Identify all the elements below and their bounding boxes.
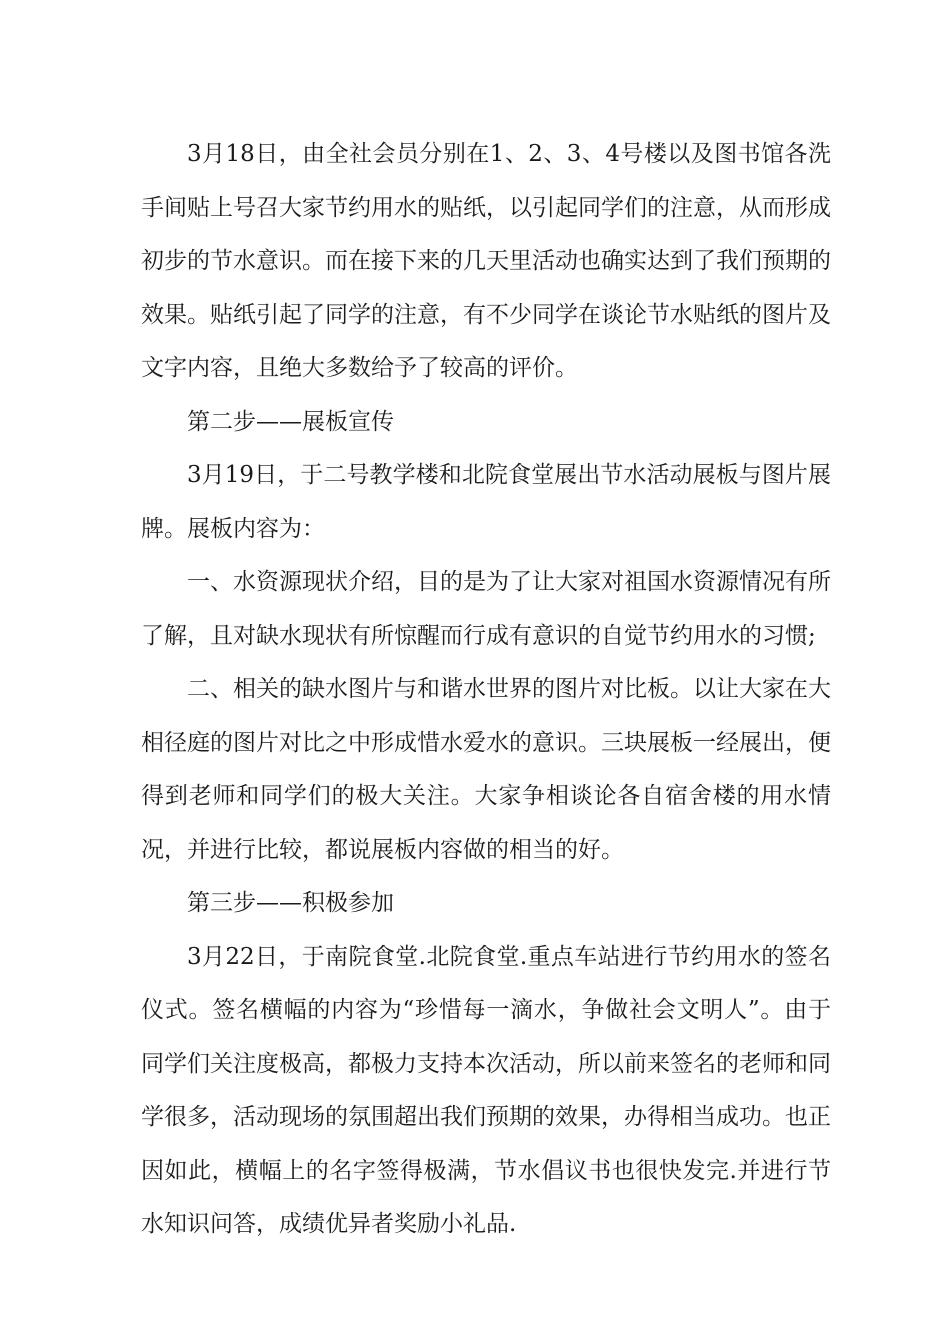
heading-step-two: 第二步——展板宣传 (187, 408, 394, 435)
paragraph-board-item-one: 一、水资源现状介绍，目的是为了让大家对祖国水资源情况有所了解，且对缺水现状有所惊醒而行成有意识的自觉节约用水的习惯; (141, 569, 831, 649)
heading-step-three: 第三步——积极参加 (187, 890, 394, 916)
paragraph-sticker-campaign: 3月18日，由全社会员分别在1、2、3、4号楼以及图书馆各洗手间贴上号召大家节约用水的贴纸，以引起同学们的注意，从而形成初步的节水意识。而在接下来的几天里活动也确实达到了我们预期的效果。贴纸引起了同学的注意，有不少同学在谈论节水贴纸的图片及文字内容，且绝大多数给予了较高的评价。 (141, 141, 831, 381)
paragraph-exhibition-board: 3月19日，于二号教学楼和北院食堂展出节水活动展板与图片展牌。展板内容为： (141, 462, 831, 542)
paragraph-board-item-two: 二、相关的缺水图片与和谐水世界的图片对比板。以让大家在大相径庭的图片对比之中形成惜水爱水的意识。三块展板一经展出，便得到老师和同学们的极大关注。大家争相谈论各自宿舍楼的用水情况，并进行比较，都说展板内容做的相当的好。 (141, 676, 831, 863)
document-body (141, 128, 831, 1252)
paragraph-signature-ceremony: 3月22日，于南院食堂.北院食堂.重点车站进行节约用水的签名仪式。签名横幅的内容为“珍惜每一滴水，争做社会文明人”。由于同学们关注度极高，都极力支持本次活动，所以前来签名的老师和同学很多，活动现场的氛围超出我们预期的效果，办得相当成功。也正因如此，横幅上的名字签得极满，节水倡议书也很快发完.并进行节水知识问答，成绩优异者奖励小礼品. (141, 943, 831, 1237)
